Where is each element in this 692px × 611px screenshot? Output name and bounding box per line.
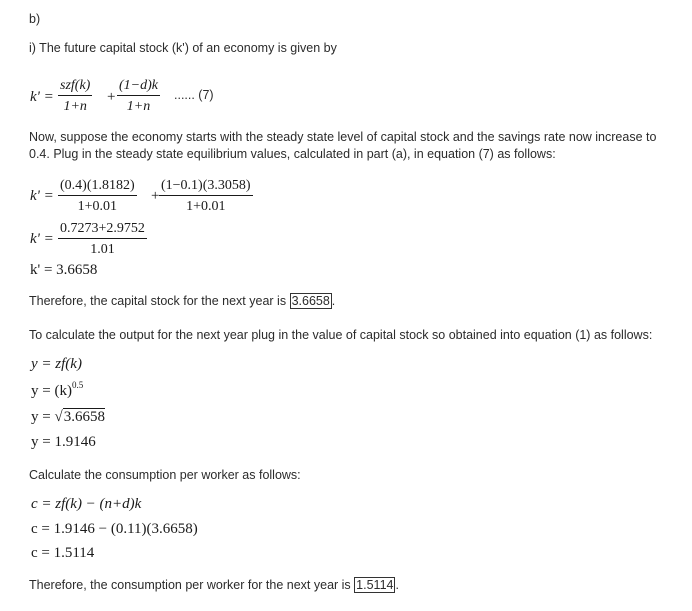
eq7-frac1-numerator: szf(k): [58, 77, 92, 96]
step1-fraction-1: [58, 177, 137, 215]
output-step-1: y = zf(k): [31, 356, 82, 372]
capital-result-suffix: .: [331, 294, 336, 308]
consumption-step-3: c = 1.5114: [31, 545, 95, 561]
capital-result: [29, 293, 335, 310]
para-now-line-1: Now, suppose the economy starts with the steady state level of capital stock and the savings rate now increase to: [29, 130, 657, 144]
eq7-tag: ...... (7): [174, 88, 214, 102]
eq7-frac1-denominator: 1+n: [63, 99, 87, 114]
step1-lhs: k' =: [30, 188, 54, 204]
eq7-frac2-denominator: 1+n: [126, 99, 151, 114]
consumption-result: [29, 577, 399, 594]
consumption-result-prefix: Therefore, the consumption per worker for the next year is: [29, 578, 351, 592]
step-3-equation: k' = 3.6658: [30, 262, 98, 278]
capital-result-value: 3.6658: [291, 294, 330, 308]
output-step-3-radicand: 3.6658: [63, 409, 105, 425]
step1-plus: +: [151, 188, 160, 204]
eq7-lhs: k' =: [30, 89, 54, 105]
output-intro: To calculate the output for the next year plug in the value of capital stock so obtained into equation (1) as follows:: [29, 328, 653, 342]
step2-lhs: k' =: [30, 231, 54, 247]
consumption-intro: Calculate the consumption per worker as follows:: [29, 468, 301, 482]
step1-frac2-denominator: 1+0.01: [186, 199, 226, 214]
para-now-line-2: 0.4. Plug in the steady state equilibrium values, calculated in part (a), in equation (7) as follows:: [29, 147, 556, 161]
consumption-step-2: c = 1.9146 − (0.11)(3.6658): [31, 521, 198, 537]
step1-fraction-2: [159, 177, 253, 215]
consumption-step-1: c = zf(k) − (n+d)k: [31, 496, 142, 512]
step2-numerator: 0.7273+2.9752: [58, 220, 147, 239]
output-step-2: [31, 380, 83, 400]
output-step-2-base: y = (k): [31, 383, 72, 399]
output-step-2-exponent: 0.5: [71, 380, 84, 390]
intro-line: i) The future capital stock (k') of an economy is given by: [29, 41, 337, 55]
step1-frac2-numerator: (1−0.1)(3.3058): [159, 177, 253, 196]
output-step-3: [31, 409, 105, 426]
step1-frac1-numerator: (0.4)(1.8182): [58, 177, 137, 196]
consumption-result-suffix: .: [395, 578, 399, 592]
capital-result-prefix: Therefore, the capital stock for the next year is: [29, 294, 287, 308]
eq7-fraction-1: [58, 77, 92, 115]
eq7-frac2-numerator: (1−d)k: [117, 77, 160, 96]
output-step-3-prefix: y = √: [31, 409, 63, 425]
step1-frac1-denominator: 1+0.01: [77, 199, 118, 214]
step2-fraction: [58, 220, 147, 258]
step2-denominator: 1.01: [90, 242, 115, 257]
output-step-4: y = 1.9146: [31, 434, 96, 450]
consumption-result-value: 1.5114: [356, 578, 394, 592]
eq7-plus: +: [107, 89, 116, 105]
part-label: b): [29, 12, 41, 26]
eq7-fraction-2: [117, 77, 160, 115]
